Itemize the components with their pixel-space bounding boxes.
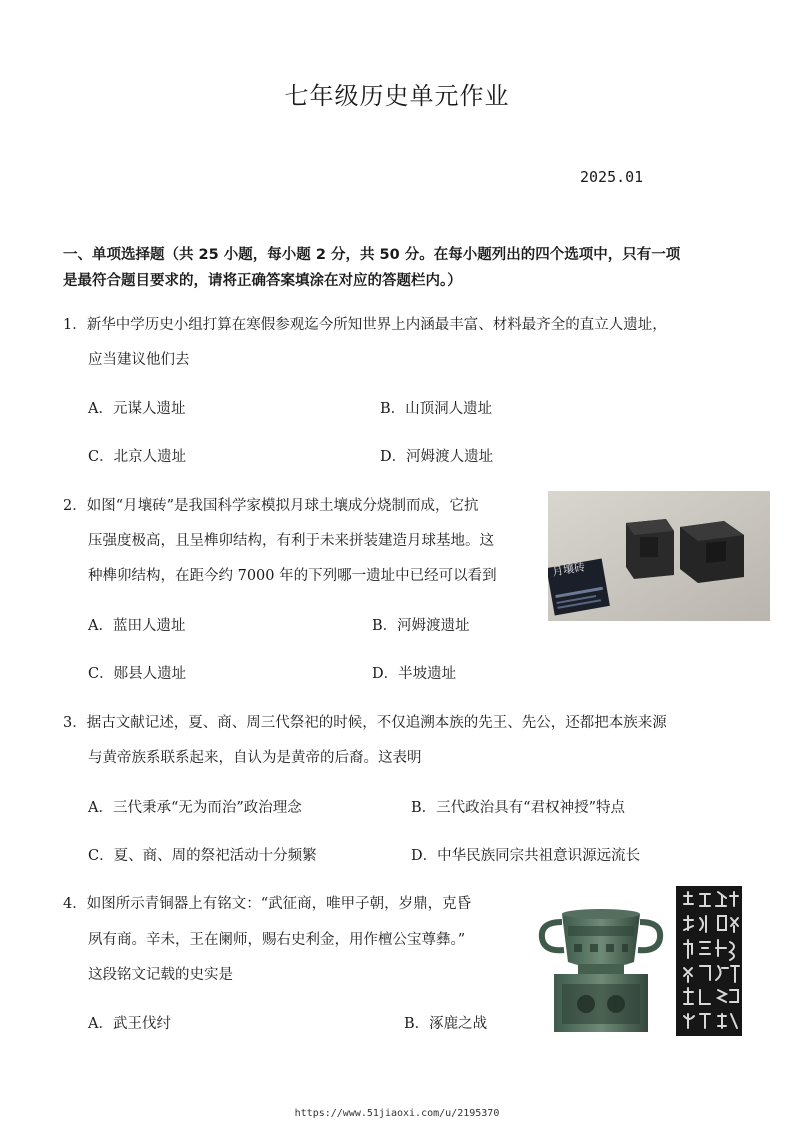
question-2-option-c[interactable]: C．郧县人遗址 (88, 666, 187, 682)
question-1-option-a[interactable]: A．元谋人遗址 (88, 401, 186, 417)
bronze-gui-vessel-photo (534, 904, 668, 1034)
moon-brick-photo (548, 491, 770, 621)
question-4-option-a[interactable]: A．武王伐纣 (88, 1016, 171, 1032)
date-label: 2025.01 (580, 168, 644, 186)
question-4-stem: 4．如图所示青铜器上有铭文：“武征商，唯甲子朝，岁鼎，克昏 (63, 896, 472, 912)
question-2-stem-cont2: 种榫卯结构，在距今约 7000 年的下列哪一遗址中已经可以看到 (88, 568, 497, 584)
question-2-option-d[interactable]: D．半坡遗址 (372, 666, 457, 682)
question-2-stem-cont: 压强度极高，且呈榫卯结构，有利于未来拼装建造月球基地。这 (88, 533, 494, 549)
question-2-option-b[interactable]: B．河姆渡遗址 (372, 618, 470, 634)
question-4-option-b[interactable]: B．涿鹿之战 (404, 1016, 488, 1032)
question-3-option-d[interactable]: D．中华民族同宗共祖意识源远流长 (411, 848, 641, 864)
question-4-stem-cont2: 这段铭文记载的史实是 (88, 967, 233, 983)
question-2-option-a[interactable]: A．蓝田人遗址 (88, 618, 186, 634)
question-1-option-c[interactable]: C．北京人遗址 (88, 449, 187, 465)
question-3-stem: 3．据古文献记述，夏、商、周三代祭祀的时候，不仅追溯本族的先王、先公，还都把本族来源 (63, 715, 667, 731)
moon-brick-label: 月壤砖 (551, 560, 586, 579)
question-1-option-d[interactable]: D．河姆渡人遗址 (380, 449, 494, 465)
question-1-stem-cont: 应当建议他们去 (88, 352, 190, 368)
question-3-stem-cont: 与黄帝族系联系起来，自认为是黄帝的后裔。这表明 (88, 750, 422, 766)
footer-url: https://www.51jiaoxi.com/u/2195370 (294, 1108, 500, 1119)
question-3-option-b[interactable]: B．三代政治具有“君权神授”特点 (411, 800, 625, 816)
section-instructions-line1: 一、单项选择题（共 25 小题，每小题 2 分，共 50 分。在每小题列出的四个选项中，只有一项 (63, 247, 681, 263)
question-1-stem: 1．新华中学历史小组打算在寒假参观迄今所知世界上内涵最丰富、材料最齐全的直立人遗址， (63, 317, 667, 333)
question-3-option-c[interactable]: C．夏、商、周的祭祀活动十分频繁 (88, 848, 317, 864)
page-title: 七年级历史单元作业 (284, 82, 510, 110)
inscription-rubbing-photo (676, 886, 742, 1036)
section-instructions-line2: 是最符合题目要求的，请将正确答案填涂在对应的答题栏内。） (63, 273, 462, 289)
question-1-option-b[interactable]: B．山顶洞人遗址 (380, 401, 493, 417)
question-4-stem-cont: 夙有商。辛未，王在阑师，赐右史利金，用作檀公宝尊彝。” (88, 932, 466, 948)
question-3-option-a[interactable]: A．三代秉承“无为而治”政治理念 (88, 800, 302, 816)
question-2-stem: 2．如图“月壤砖”是我国科学家模拟月球土壤成分烧制而成，它抗 (63, 498, 479, 514)
